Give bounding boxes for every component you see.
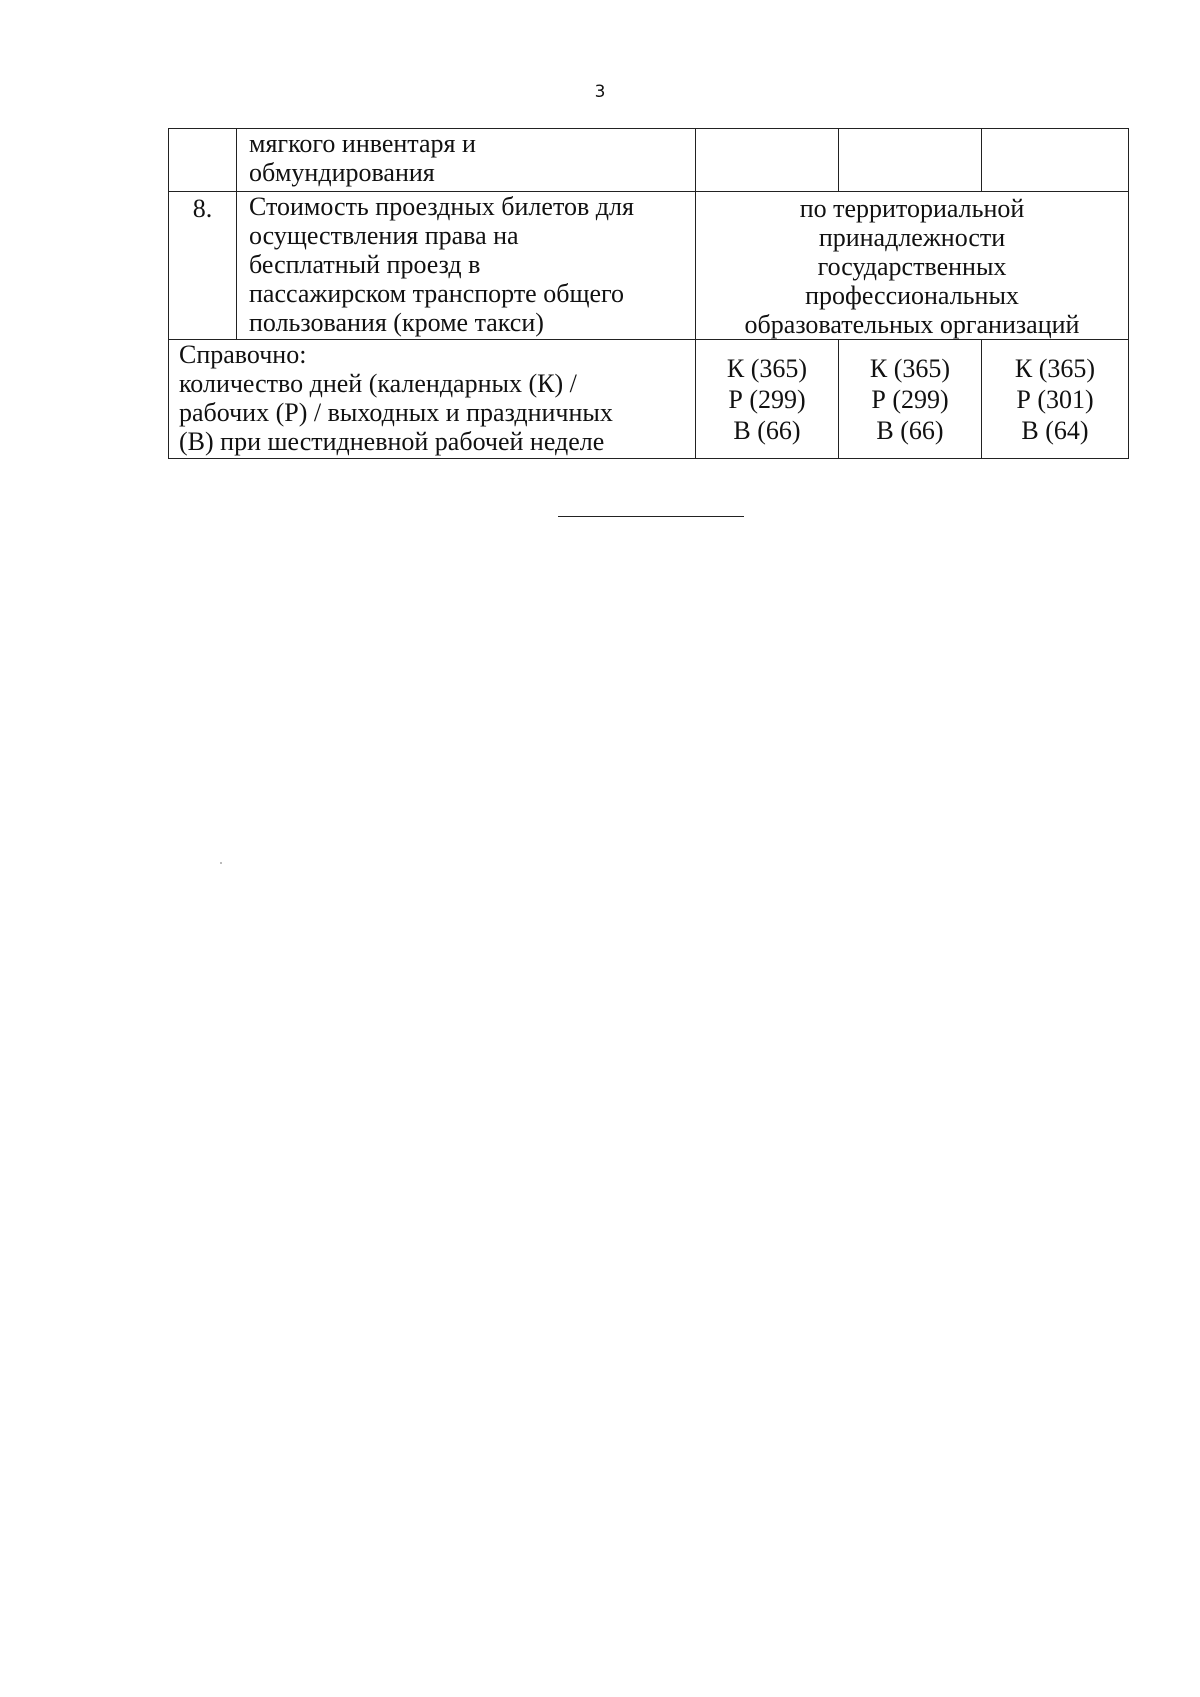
row-name-line: бесплатный проезд в xyxy=(249,250,481,279)
row-number-cell xyxy=(169,129,237,192)
reference-label-cell xyxy=(169,340,696,459)
row-name-line: пользования (кроме такси) xyxy=(249,308,544,337)
row-number-cell: 8. xyxy=(169,192,237,340)
row-name-cell xyxy=(237,129,696,192)
merged-value-line: образовательных организаций xyxy=(744,310,1080,339)
table-row-8 xyxy=(169,192,1129,340)
working-days: Р (299) xyxy=(728,384,806,414)
holidays: В (66) xyxy=(733,415,801,445)
merged-value-line: государственных xyxy=(817,252,1007,281)
reference-label-line: рабочих (Р) / выходных и праздничных xyxy=(179,398,613,427)
value-cell-2 xyxy=(839,129,982,192)
row-name-cell xyxy=(237,192,696,340)
data-table xyxy=(168,128,1129,459)
row-name-line: Стоимость проездных билетов для xyxy=(249,192,634,221)
row-name-line: осуществления права на xyxy=(249,221,519,250)
value-cell-1 xyxy=(696,129,839,192)
reference-value-cell-3 xyxy=(982,340,1129,459)
merged-value-line: принадлежности xyxy=(818,223,1006,252)
holidays: В (66) xyxy=(876,415,944,445)
working-days: Р (299) xyxy=(871,384,949,414)
table-row-continuation xyxy=(169,129,1129,192)
scan-speck xyxy=(220,862,222,864)
working-days: Р (301) xyxy=(1016,384,1094,414)
table-row-reference xyxy=(169,340,1129,459)
merged-value-line: по территориальной xyxy=(799,194,1025,223)
reference-value-cell-2 xyxy=(839,340,982,459)
end-of-document-rule xyxy=(558,516,744,517)
calendar-days: К (365) xyxy=(1014,353,1096,383)
row-name-line: пассажирском транспорте общего xyxy=(249,279,625,308)
reference-label-line: (В) при шестидневной рабочей неделе xyxy=(179,427,605,456)
calendar-days: К (365) xyxy=(726,353,808,383)
calendar-days: К (365) xyxy=(869,353,951,383)
reference-label-line: количество дней (календарных (К) / xyxy=(179,369,577,398)
row-name-line: обмундирования xyxy=(249,158,435,187)
merged-value-line: профессиональных xyxy=(805,281,1019,310)
page-number: 3 xyxy=(594,82,606,102)
row-name-line: мягкого инвентаря и xyxy=(249,129,476,158)
holidays: В (64) xyxy=(1021,415,1089,445)
merged-value-cell xyxy=(696,192,1129,340)
reference-label-line: Справочно: xyxy=(179,340,307,369)
reference-value-cell-1 xyxy=(696,340,839,459)
value-cell-3 xyxy=(982,129,1129,192)
